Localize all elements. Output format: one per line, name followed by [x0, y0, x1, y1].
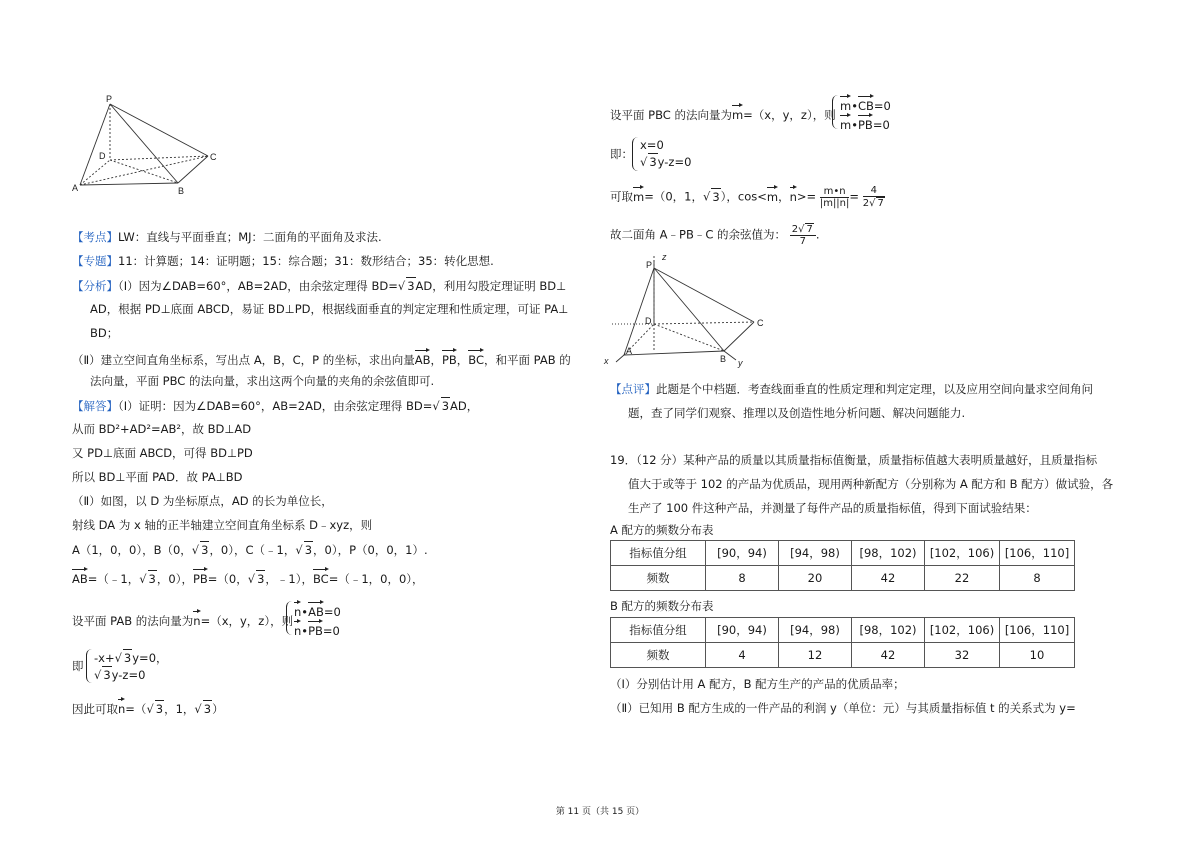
system-pab-solved — [86, 649, 168, 683]
table-b-header — [611, 618, 1075, 643]
coordinate-pyramid-figure — [604, 252, 777, 374]
eq: =0 — [322, 624, 340, 638]
value-cell: 8 — [1000, 566, 1075, 591]
system-row — [286, 620, 341, 639]
kaodian-text: LW：直线与平面垂直；MJ：二面角的平面角及求法. — [118, 230, 382, 244]
jieda-line-3: 又 PD⊥底面 ABCD，可得 BD⊥PD — [72, 446, 253, 460]
vector-n: n — [118, 698, 125, 717]
dianping-text: 此题是个中档题．考查线面垂直的性质定理和判定定理，以及应用空间向量求空间角问 — [656, 382, 1093, 396]
brace — [286, 601, 293, 635]
fig2-label-x: x — [604, 356, 609, 366]
zhuanti-text: 11：计算题；14：证明题；15：综合题；31：数形结合；35：转化思想. — [118, 254, 494, 268]
sqrt-value: 3 — [203, 702, 212, 716]
system-pbc-solved — [632, 137, 691, 171]
dot: • — [851, 118, 858, 132]
eq-text: y-z=0 — [657, 155, 692, 169]
fenxi-line-5: 法向量，平面 PBC 的法向量，求出这两个向量的夹角的余弦值即可. — [90, 374, 435, 388]
value-cell: 42 — [852, 566, 925, 591]
value-cell: 10 — [1000, 643, 1075, 668]
eq: = — [849, 189, 860, 204]
sqrt-value: 3 — [712, 189, 720, 204]
zhuanti-tag: 【专题】 — [72, 254, 118, 268]
header-cell: [106，110] — [1000, 541, 1075, 566]
vector-m: m — [633, 186, 644, 205]
system-row — [286, 601, 341, 620]
header-cell: [98，102) — [852, 618, 925, 643]
vector-text: =（0， — [207, 572, 248, 586]
sqrt-value: 3 — [201, 543, 209, 557]
zhuanti-line — [72, 253, 494, 269]
normal-text: =（0，1， — [644, 189, 703, 204]
system-row — [832, 114, 891, 133]
jieda-line-4: 所以 BD⊥平面 PAD．故 PA⊥BD — [72, 470, 243, 484]
dot: • — [301, 605, 309, 619]
dianping-line-1 — [610, 381, 1093, 397]
eq-text: y-z=0 — [111, 668, 146, 682]
value-cell: 20 — [779, 566, 852, 591]
cos-fraction — [820, 186, 850, 209]
fig1-label-A: A — [72, 183, 79, 193]
vector-m: m — [840, 114, 851, 133]
system-row — [832, 95, 891, 114]
frac-den: |m||n| — [819, 197, 850, 209]
fenxi-text: （Ⅱ）建立空间直角坐标系，写出点 A，B，C，P 的坐标，求出向量 — [72, 353, 415, 367]
table-a-header — [611, 541, 1075, 566]
normal-text: =（ — [125, 702, 147, 716]
brace — [632, 137, 639, 171]
jieda-text: AD， — [450, 399, 479, 413]
sqrt-value: 3 — [441, 399, 450, 413]
answer-line — [610, 223, 819, 247]
comma: ， — [156, 651, 168, 665]
eq-text: -x+ — [94, 651, 115, 665]
normal-text: 可取 — [610, 189, 633, 204]
vector-BC: BC — [468, 349, 484, 368]
sqrt-value: 3 — [103, 668, 111, 682]
normal-text: ），cos< — [720, 189, 767, 204]
ji-text: 即 — [72, 659, 84, 673]
fig2-label-z: z — [662, 252, 667, 262]
jieda-line-7: A（1，0，0），B（0，√ 3，0），C（﹣1，√ 3，0），P（0，0，1）. — [72, 543, 428, 557]
vector-m: m — [732, 104, 743, 123]
jieda-text: （Ⅰ）证明：因为∠DAB=60°，AB=2AD，由余弦定理得 BD= — [118, 399, 433, 413]
vector-PB: PB — [442, 349, 457, 368]
vector-n: n — [294, 601, 301, 620]
jieda-line-2: 从而 BD²+AD²=AB²，故 BD⊥AD — [72, 422, 252, 436]
cos-value-fraction: $\frac{4}{2√ 7}$ — [862, 185, 884, 209]
fig1-label-D: D — [99, 151, 106, 161]
normal-text: =（x，y，z），则 — [200, 614, 294, 628]
vector-AB: AB — [415, 349, 431, 368]
row-label: 频数 — [611, 566, 706, 591]
dianping-tag: 【点评】 — [610, 382, 656, 396]
header-cell: [102，106) — [925, 618, 1000, 643]
normal-text: ，1， — [164, 702, 195, 716]
table-b — [610, 617, 1075, 668]
jieda-line-10 — [72, 658, 84, 674]
table-b-title: B 配方的频数分布表 — [610, 599, 714, 613]
vector-n: n — [193, 610, 200, 629]
header-cell: 指标值分组 — [611, 541, 706, 566]
sqrt-value: 3 — [649, 155, 657, 169]
q19-part-2: （Ⅱ）已知用 B 配方生成的一件产品的利润 y（单位：元）与其质量指标值 t 的关系式为 y= — [610, 701, 1076, 715]
eq: =0 — [873, 99, 891, 113]
vector-PB: PB — [193, 568, 208, 587]
answer-text: 故二面角 A﹣PB﹣C 的余弦值为： — [610, 227, 787, 242]
fig1-label-B: B — [178, 186, 185, 196]
jieda-line-9 — [72, 610, 293, 629]
header-cell: [102，106) — [925, 541, 1000, 566]
fenxi-text: AD，利用勾股定理证明 BD⊥ — [415, 279, 567, 293]
vector-m: m — [767, 186, 778, 205]
fenxi-line-3: BD； — [90, 326, 119, 340]
sqrt-value: 7 — [806, 224, 813, 235]
q19-part-1: （Ⅰ）分别估计用 A 配方，B 配方生产的产品的优质品率； — [610, 677, 905, 691]
table-b-row — [611, 643, 1075, 668]
fig2-label-D: D — [645, 316, 652, 326]
fenxi-line-4: （Ⅱ）建立空间直角坐标系，写出点 A，B，C，P 的坐标，求出向量AB，PB，BC，和平面 PAB 的 — [72, 349, 571, 368]
dianping-line-2: 题，查了同学们观察、推理以及创造性地分析问题、解决问题能力. — [628, 406, 966, 420]
normal-text: ， — [778, 189, 790, 204]
answer-fraction: $\frac{2√ 7}{7}$ — [790, 223, 816, 247]
frac-num: 4 — [863, 185, 885, 197]
fenxi-line-2: AD，根据 PD⊥底面 ABCD，易证 BD⊥PD，根据线面垂直的判定定理和性质定理，可证 PA⊥ — [90, 302, 569, 316]
jieda-line-6: 射线 DA 为 x 轴的正半轴建立空间直角坐标系 D﹣xyz，则 — [72, 518, 373, 532]
frac-num: m•n — [820, 186, 850, 198]
coord-text: A（1，0，0），B（0， — [72, 543, 192, 557]
pbc-normal-line — [610, 104, 836, 123]
jieda-line-8: AB=（﹣1，√ 3，0），PB=（0，√ 3，﹣1），BC=（﹣1，0，0）， — [72, 568, 424, 587]
page-footer: 第 11 页（共 15 页） — [555, 807, 645, 817]
vector-PB: PB — [858, 114, 873, 133]
system-row: √ 3y-z=0 — [94, 668, 146, 682]
eq-text: y=0 — [132, 651, 157, 665]
header-cell: [90，94) — [706, 541, 779, 566]
jieda-line-11: 因此可取n=（√ 3，1，√ 3） — [72, 698, 224, 717]
fig1-label-C: C — [210, 152, 217, 162]
header-cell: [106，110] — [1000, 618, 1075, 643]
vector-BC: BC — [313, 568, 329, 587]
jieda-tag: 【解答】 — [72, 399, 118, 413]
system-row: -x+√ 3y=0， — [94, 651, 168, 665]
sqrt-value: 3 — [155, 702, 164, 716]
fenxi-line-1: 【分析】（Ⅰ）因为∠DAB=60°，AB=2AD，由余弦定理得 BD=√ 3AD，利用勾股定理证明 BD⊥ — [72, 279, 567, 293]
header-cell: [94，98) — [779, 618, 852, 643]
cos-line: 可取m=（0，1，√ 3），cos<m，n>= $\frac{m•n}{|m||n|}$ = $\frac{4}{2√ 7}$ — [610, 185, 884, 209]
normal-text: ） — [212, 702, 224, 716]
q19-line-1: 19．（12 分）某种产品的质量以其质量指标值衡量，质量指标值越大表明质量越好，且质量指标 — [610, 453, 1098, 467]
fig2-label-A: A — [626, 346, 633, 356]
fig2-label-P: P — [646, 260, 653, 270]
fig2-label-B: B — [720, 354, 727, 364]
eq: =0 — [872, 118, 890, 132]
fig1-label-P: P — [106, 94, 113, 104]
coord-text: ，0），C（﹣1， — [209, 543, 296, 557]
vector-text: =（﹣1，0，0）， — [328, 572, 424, 586]
dot: • — [301, 624, 309, 638]
fig2-label-C: C — [757, 318, 764, 328]
sqrt-value: 3 — [407, 279, 415, 293]
sqrt-value: 3 — [123, 651, 132, 665]
vector-CB: CB — [858, 95, 874, 114]
vector-n: n — [790, 186, 797, 205]
value-cell: 12 — [779, 643, 852, 668]
header-cell: [98，102) — [852, 541, 925, 566]
fig2-label-y: y — [738, 358, 743, 368]
dot: • — [851, 99, 858, 113]
normal-text: 设平面 PAB 的法向量为 — [72, 614, 194, 628]
value-cell: 42 — [852, 643, 925, 668]
system-row: √ 3y-z=0 — [640, 155, 692, 169]
normal-text: 设平面 PBC 的法向量为 — [610, 108, 732, 122]
header-cell: [94，98) — [779, 541, 852, 566]
value-cell: 22 — [925, 566, 1000, 591]
sqrt-value: 3 — [148, 572, 156, 586]
vector-text: ，0）， — [156, 572, 193, 586]
frac-den: 2 — [862, 198, 870, 209]
vector-AB: AB — [72, 568, 88, 587]
kaodian-tag: 【考点】 — [72, 230, 118, 244]
coord-text: ，0），P（0，0，1）. — [313, 543, 428, 557]
table-a-row — [611, 566, 1075, 591]
brace — [832, 95, 839, 129]
vector-n: n — [294, 620, 301, 639]
fenxi-text: ，和平面 PAB 的 — [484, 353, 571, 367]
system-pbc — [832, 95, 891, 132]
vector-AB: AB — [308, 601, 324, 620]
q19-line-3: 生产了 100 件这种产品，并测量了每件产品的质量指标值，得到下面试验结果： — [628, 501, 1037, 515]
ji-line: 即： — [610, 147, 633, 161]
vector-text: =（﹣1， — [87, 572, 140, 586]
header-cell: [90，94) — [706, 618, 779, 643]
sqrt-value: 3 — [304, 543, 313, 557]
table-a-title: A 配方的频数分布表 — [610, 523, 714, 537]
eq: =0 — [323, 605, 341, 619]
jieda-line-5: （Ⅱ）如图，以 D 为坐标原点，AD 的长为单位长， — [72, 494, 333, 508]
frac-den: 7 — [799, 236, 806, 247]
value-cell: 8 — [706, 566, 779, 591]
normal-text: >= — [796, 189, 817, 204]
jieda-line-1: 【解答】（Ⅰ）证明：因为∠DAB=60°，AB=2AD，由余弦定理得 BD=√ 3AD， — [72, 399, 479, 413]
header-cell: 指标值分组 — [611, 618, 706, 643]
normal-text: =（x，y，z），则 — [743, 108, 836, 122]
value-cell: 32 — [925, 643, 1000, 668]
period: . — [815, 227, 820, 242]
fenxi-tag: 【分析】 — [72, 279, 118, 293]
frac-num: 2 — [791, 224, 799, 235]
sqrt-value: 7 — [877, 198, 884, 209]
kaodian-line — [72, 229, 382, 245]
value-cell: 4 — [706, 643, 779, 668]
vector-text: ，﹣1）， — [265, 572, 313, 586]
vector-PB: PB — [308, 620, 323, 639]
system-row: x=0 — [640, 138, 664, 152]
q19-line-2: 值大于或等于 102 的产品为优质品，现用两种新配方（分别称为 A 配方和 B 配方）做试验，各 — [628, 477, 1114, 491]
vector-m: m — [840, 95, 851, 114]
system-pab — [286, 601, 341, 638]
brace — [86, 649, 93, 683]
sqrt-value: 3 — [257, 572, 265, 586]
row-label: 频数 — [611, 643, 706, 668]
table-a — [610, 540, 1075, 591]
pyramid-figure — [72, 92, 232, 198]
fenxi-text: （Ⅰ）因为∠DAB=60°，AB=2AD，由余弦定理得 BD= — [118, 279, 398, 293]
normal-text: 因此可取 — [72, 702, 118, 716]
